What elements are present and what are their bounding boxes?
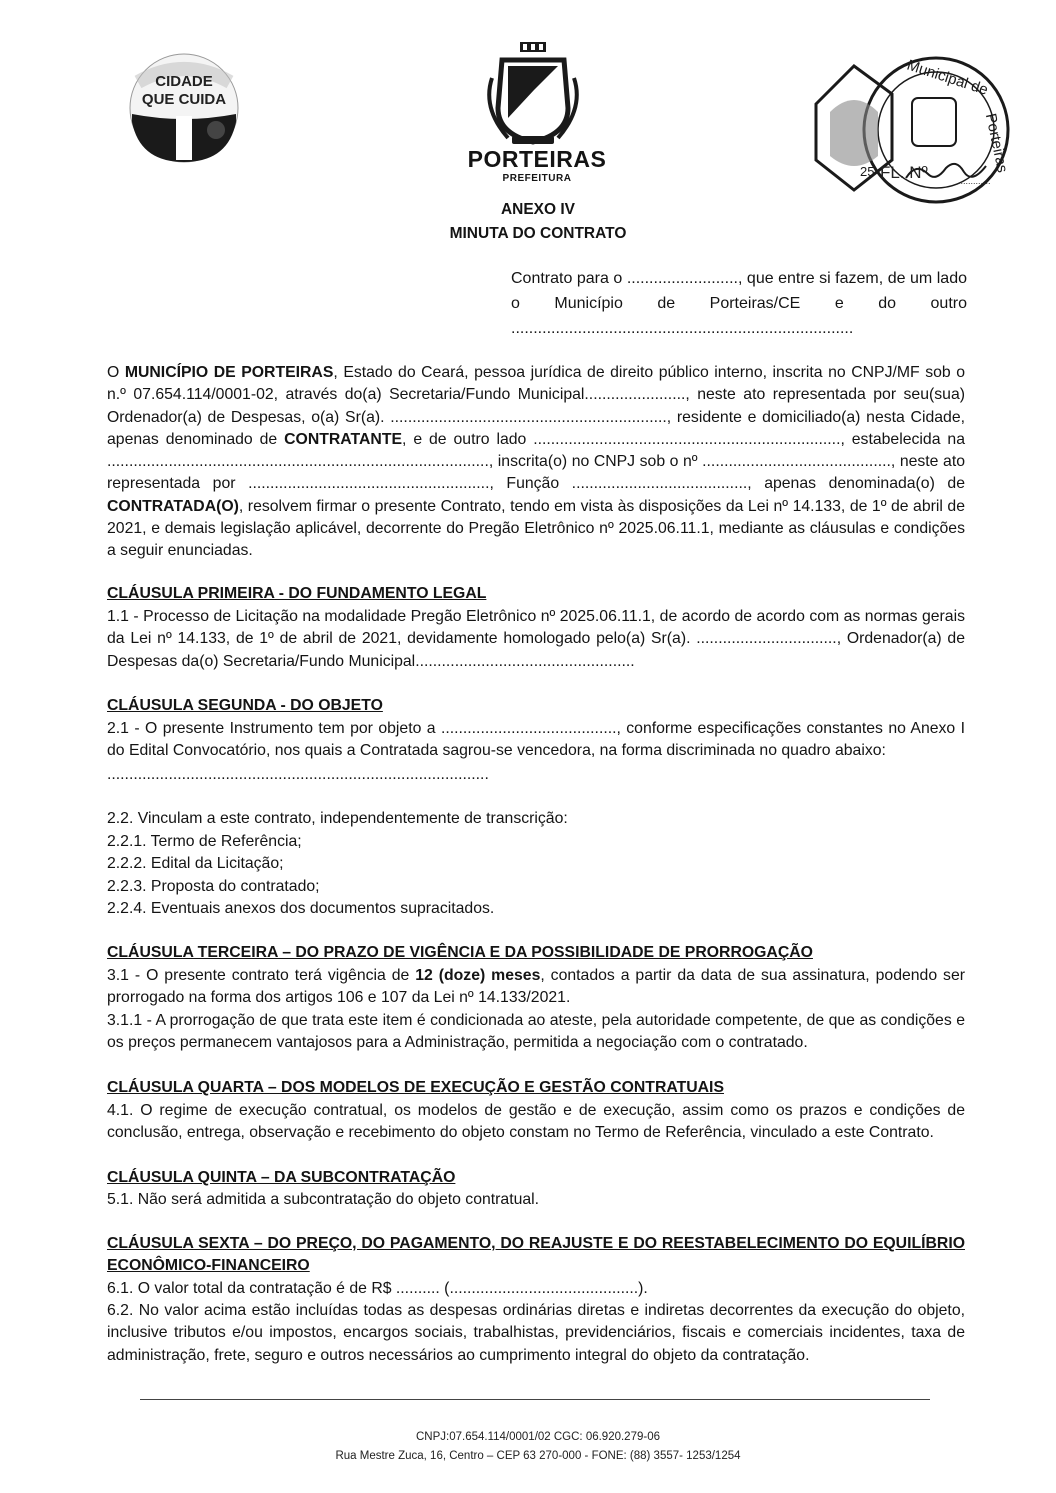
cidade-que-cuida-logo [128,52,240,164]
clause-4-text: 4.1. O regime de execução contratual, os modelos de gestão e de execução, assim como os prazos e condições de conclusão, entrega, observação e recebimento do objeto constam no Termo de Referência, vinculado a este Contrato. [107,1102,965,1142]
clause-3-text [107,965,965,1010]
svg-text:Porteiras: Porteiras [981,111,1011,175]
clause-6-text-1: 6.1. O valor total da contratação é de R$ .......... (...........................................). [107,1280,648,1297]
clause-1-text: 1.1 - Processo de Licitação na modalidade Pregão Eletrônico nº 2025.06.11.1, de acordo de acordo com as normas gerais da Lei nº 14.133, de 1º de abril de 2021, devidamente homologado pelo(a) Sr(a). ................................, Ordenador(a) de Despesas da(o) Secretaria/Fundo Municipal.................................................. [107,608,965,670]
intro-paragraph [107,362,965,563]
clause-3-text-2: 3.1.1 - A prorrogação de que trata este item é condicionada ao ateste, pela autoridade competente, de que as condições e os preços permanecem vantajosos para a Administração, permitida a negociação com o contratado. [107,1012,965,1052]
clause-6-text-2: 6.2. No valor acima estão incluídas todas as despesas ordinárias diretas e indiretas decorrentes da execução do objeto, inclusive tributos e/ou impostos, encargos sociais, trabalhistas, previdenciários, fiscais e comerciais incidentes, taxa de administração, frete, seguro e outros necessários ao cumprimento integral do objeto da contratação. [107,1302,965,1364]
svg-text:Municipal de: Municipal de [904,56,991,99]
clause-2-text: 2.1 - O presente Instrumento tem por objeto a ........................................, conforme especificações constantes no Anexo I do Edital Convocatório, nos quais a Contratada sagrou-se vencedora, na forma discriminada no quadro abaixo: [107,720,965,760]
term-duration: 12 (doze) meses [415,967,541,984]
clause-3-text-part: , contados a partir da data de sua assinatura, podendo ser prorrogado na forma dos artigos 106 e 107 da Lei nº 14.133/2021. [107,967,965,1007]
svg-text:CIDADE: CIDADE [155,73,213,90]
footer-address: Rua Mestre Zuca, 16, Centro – CEP 63 270-000 - FONE: (88) 3557- 1253/1254 [335,1450,741,1462]
clause-6-title: CLÁUSULA SEXTA – DO PREÇO, DO PAGAMENTO, DO REAJUSTE E DO REESTABELECIMENTO DO EQUILÍBRIO ECONÔMICO-FINANCEIRO [107,1235,965,1274]
porteiras-crest-icon [478,38,588,150]
svg-text:QUE CUIDA: QUE CUIDA [141,91,227,108]
contratante-term: CONTRATANTE [284,430,402,448]
footer-cnpj: CNPJ:07.654.114/0001/02 CGC: 06.920.279-06 [415,1431,660,1443]
list-item: 2.2.4. Eventuais anexos dos documentos supracitados. [107,900,495,917]
municipality-name: MUNICÍPIO DE PORTEIRAS [124,364,334,381]
intro-text: , resolvem firmar o presente Contrato, tendo em vista às disposições da Lei nº 14.133, de 1º de abril de 2021, e demais legislação aplicável, decorrente do Pregão Eletrônico nº 2025.06.11.1, mediante as cláusulas e condições a seguir enunciadas. [107,497,965,560]
clause-5-text: 5.1. Não será admitida a subcontratação do objeto contratual. [107,1191,540,1208]
clause-5-title: CLÁUSULA QUINTA – DA SUBCONTRATAÇÃO [107,1169,456,1186]
annex-title: MINUTA DO CONTRATO [449,225,627,242]
handwritten-folio-mark [902,158,992,186]
clause-4-title: CLÁUSULA QUARTA – DOS MODELOS DE EXECUÇÃO E GESTÃO CONTRATUAIS [107,1079,724,1096]
contratada-term: CONTRATADA(O) [107,497,239,515]
footer-divider [140,1399,930,1400]
brand-subtitle: PREFEITURA [502,173,572,184]
intro-text: , Estado do Ceará, pessoa jurídica de direito público interno, inscrita no CNPJ/MF sob o n.º 07.654.114/0001-02, através do(a) Secretaria/Fundo Municipal......................., neste ato representada por seu(sua) Ordenador(a) de Despesas, o(a) Sr(a). ..............................................................., residente e domiciliado(a) nesta Cidade, apenas denominado de [107,364,965,448]
clause-1-title: CLÁUSULA PRIMEIRA - DO FUNDAMENTO LEGAL [107,585,487,602]
clause-2-dots: ....................................................................................... [107,766,489,783]
list-item: 2.2.2. Edital da Licitação; [107,855,284,872]
clause-2-title: CLÁUSULA SEGUNDA - DO OBJETO [107,697,383,714]
intro-text: O [107,364,125,381]
clause-3-title: CLÁUSULA TERCEIRA – DO PRAZO DE VIGÊNCIA E DA POSSIBILIDADE DE PRORROGAÇÃO [107,944,813,961]
list-item: 2.2.1. Termo de Referência; [107,833,302,850]
contract-preamble: Contrato para o ........................., que entre si fazem, de um lado o Município de Porteiras/CE e do outro ............................................................................. [511,270,967,337]
intro-text: , e de outro lado ......................................................................, estabelecida na ......................................................................................., inscrita(o) no CNPJ sob o nº ..........................................., neste ato representada por ......................................................., Função ........................................, apenas denominada(o) de [107,430,965,493]
list-item: 2.2. Vinculam a este contrato, independentemente de transcrição: [107,810,568,827]
svg-text:25: 25 [860,164,875,179]
svg-text:.............: ............. [958,176,991,186]
list-item: 2.2.3. Proposta do contratado; [107,878,320,895]
brand-name: PORTEIRAS [467,146,607,172]
clause-3-text-part: 3.1 - O presente contrato terá vigência de [107,967,416,984]
annex-number: ANEXO IV [500,201,576,218]
stamp-folio-label: FL. Nº [880,163,928,182]
